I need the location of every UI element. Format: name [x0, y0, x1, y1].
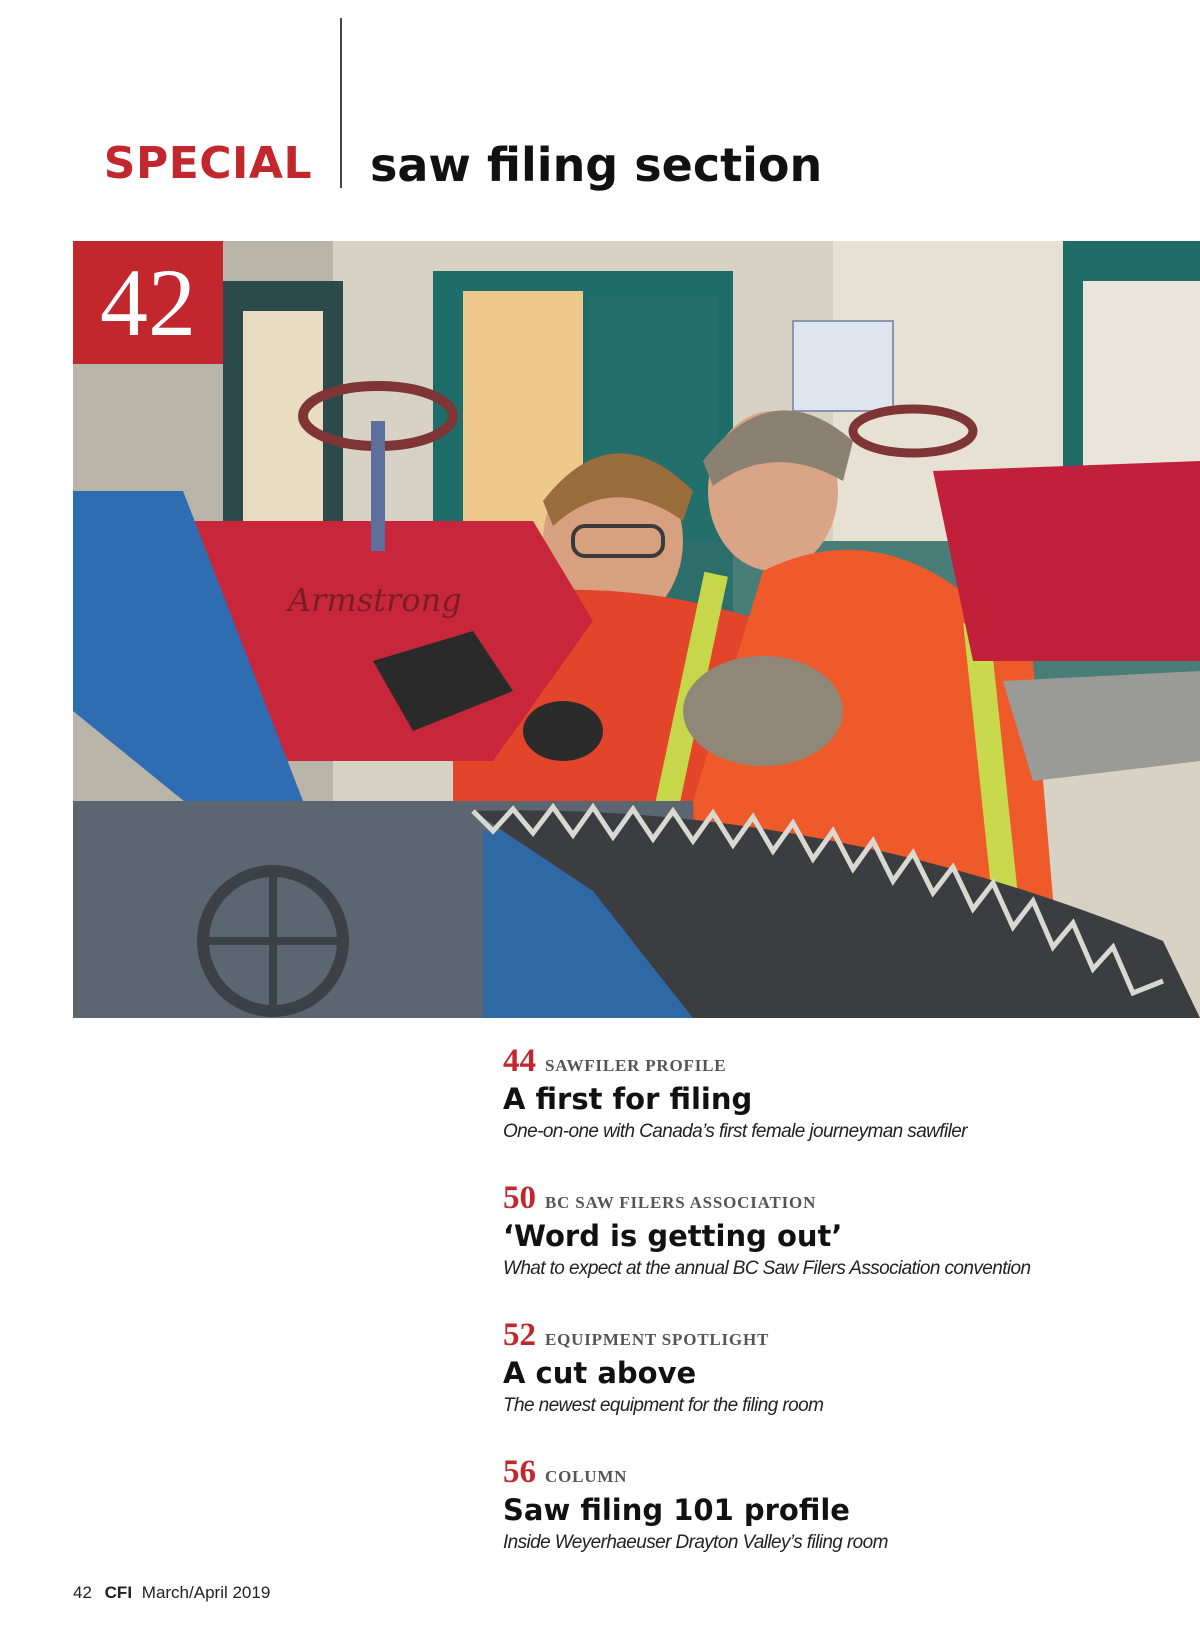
- item-kicker: COLUMN: [545, 1467, 628, 1486]
- item-deck: One-on-one with Canada’s first female journeyman sawfiler: [503, 1120, 967, 1142]
- section-label: SPECIAL: [103, 138, 312, 189]
- item-kicker: SAWFILER PROFILE: [545, 1056, 727, 1075]
- page-footer: [73, 1583, 270, 1603]
- wall-poster: [793, 321, 893, 411]
- footer-publication: CFI: [104, 1583, 133, 1602]
- contents-item[interactable]: [503, 1319, 1183, 1456]
- filing-room-illustration: [73, 241, 1200, 1018]
- header-divider: [340, 18, 342, 188]
- item-headline: A cut above: [503, 1356, 697, 1390]
- feature-photo: [73, 241, 1200, 1018]
- item-page-number: 56: [503, 1454, 536, 1490]
- contents-item[interactable]: [503, 1182, 1183, 1319]
- footer-folio: 42: [73, 1583, 92, 1602]
- item-headline: Saw filing 101 profile: [503, 1493, 850, 1527]
- item-headline: A first for filing: [503, 1082, 753, 1116]
- item-page-number: 52: [503, 1317, 536, 1353]
- item-page-number: 50: [503, 1180, 536, 1216]
- contents-list: [503, 1045, 1183, 1593]
- machine-brand-label: Armstrong: [288, 581, 462, 619]
- contents-item[interactable]: [503, 1456, 1183, 1593]
- contents-item[interactable]: [503, 1045, 1183, 1182]
- section-title: saw filing section: [370, 138, 823, 192]
- page-number-badge: 42: [73, 241, 223, 364]
- item-kicker: BC SAW FILERS ASSOCIATION: [545, 1193, 817, 1212]
- item-deck: What to expect at the annual BC Saw Filers Association convention: [503, 1257, 1031, 1279]
- footer-issue: March/April 2019: [141, 1583, 271, 1602]
- item-page-number: 44: [503, 1043, 536, 1079]
- right-grinder: [933, 461, 1200, 661]
- item-kicker: EQUIPMENT SPOTLIGHT: [545, 1330, 770, 1349]
- item-deck: The newest equipment for the filing room: [503, 1394, 824, 1416]
- item-headline: ‘Word is getting out’: [503, 1219, 843, 1253]
- leather-glove: [683, 656, 843, 766]
- work-glove: [523, 701, 603, 761]
- item-deck: Inside Weyerhaeuser Drayton Valley’s filing room: [503, 1531, 888, 1553]
